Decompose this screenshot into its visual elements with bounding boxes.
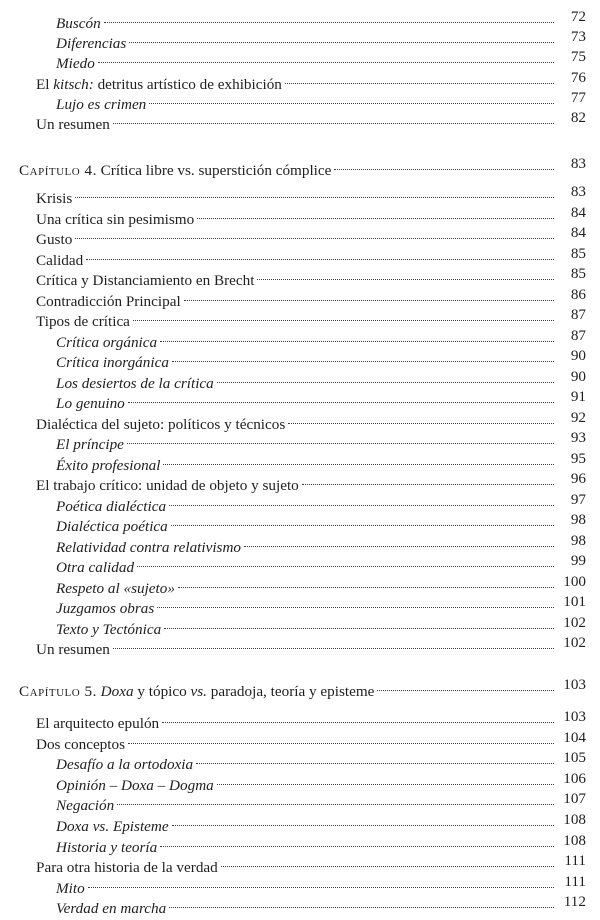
dot-leader <box>160 325 554 347</box>
toc-label-text: Un resumen <box>36 641 110 658</box>
dot-leader <box>160 830 554 852</box>
toc-page-number: 111 <box>564 872 586 890</box>
toc-row <box>0 6 600 32</box>
toc-page-number: 75 <box>570 48 586 66</box>
dot-leader <box>164 612 554 634</box>
toc-entry <box>56 768 558 794</box>
toc-entry <box>56 530 558 556</box>
toc-entry <box>56 448 558 474</box>
dot-leader <box>137 550 554 572</box>
dot-leader <box>98 46 554 68</box>
toc-label-text: Desafío a la ortodoxia <box>56 756 194 774</box>
toc-page-number: 82 <box>570 109 586 126</box>
toc-label-text: Calidad <box>36 251 84 269</box>
dot-leader <box>221 850 554 872</box>
toc-row <box>0 706 600 732</box>
toc-label-text: Negación <box>56 797 115 815</box>
toc-label-part: vs. <box>190 683 207 700</box>
dot-leader <box>162 706 554 728</box>
dot-leader <box>157 591 554 613</box>
toc-page-number: 84 <box>570 203 586 221</box>
toc-label-part: detritus artístico de exhibición <box>93 75 282 93</box>
toc-label-text: Éxito profesional <box>56 456 161 474</box>
toc-label-text: Dialéctica del sujeto: políticos y técnicos <box>36 415 286 433</box>
toc-label-text: Tipos de crítica <box>36 313 130 330</box>
toc-page-number: 85 <box>570 244 586 262</box>
toc-entry <box>36 243 558 269</box>
toc-page-number: 97 <box>570 490 586 508</box>
dot-leader <box>184 284 554 306</box>
toc-row <box>0 107 600 133</box>
toc-row <box>0 304 600 330</box>
dot-leader <box>129 26 554 48</box>
toc-label-text: Dialéctica poética <box>56 518 168 535</box>
toc-row <box>0 448 600 474</box>
chapter-number: Capítulo 4. <box>19 162 97 179</box>
toc-row <box>0 788 600 815</box>
toc-entry-label <box>19 681 374 703</box>
toc-page-number: 85 <box>570 265 586 282</box>
toc-page-number: 90 <box>570 367 586 385</box>
dot-leader <box>178 571 554 593</box>
toc-page-number: 100 <box>563 572 586 590</box>
toc-page-number: 108 <box>563 811 586 828</box>
toc-label-text: Dos conceptos <box>36 735 125 753</box>
toc-row <box>0 727 600 753</box>
toc-page-number: 102 <box>563 634 586 651</box>
dot-leader <box>86 243 554 265</box>
toc-entry <box>56 788 558 815</box>
toc-entry <box>56 871 558 897</box>
toc-label-part: El <box>36 75 54 93</box>
dot-leader <box>217 366 554 388</box>
toc-row <box>0 591 600 617</box>
toc-row <box>0 891 600 918</box>
dot-leader <box>196 747 554 769</box>
toc-label-text: Diferencias <box>56 35 127 53</box>
toc-row <box>0 87 600 113</box>
toc-row <box>0 850 600 877</box>
dot-leader <box>113 632 554 654</box>
toc-page-number: 105 <box>563 749 586 767</box>
toc-row <box>0 509 600 535</box>
toc-row <box>0 243 600 269</box>
toc-page-number: 83 <box>570 183 586 200</box>
dot-leader <box>302 468 554 490</box>
toc-entry <box>56 747 558 774</box>
toc-page-number: 92 <box>570 408 586 426</box>
toc-row <box>0 830 600 856</box>
toc-page-number: 104 <box>563 728 586 746</box>
toc-page-number: 77 <box>570 88 586 106</box>
toc-row <box>0 345 600 371</box>
dot-leader <box>172 345 554 367</box>
toc-page-number: 102 <box>563 613 586 631</box>
toc-chapter-row <box>0 153 600 179</box>
toc-row <box>0 366 600 392</box>
toc-page-number: 98 <box>570 531 586 549</box>
toc-page-number: 95 <box>570 449 586 467</box>
toc-entry <box>36 222 558 248</box>
toc-page-number: 72 <box>570 8 586 25</box>
toc-page-number: 93 <box>570 429 586 446</box>
toc-label-text: Buscón <box>56 15 101 32</box>
toc-entry-label <box>19 160 331 182</box>
toc-label-part: kitsch: <box>53 75 94 93</box>
toc-page-number: 103 <box>563 676 586 693</box>
toc-entry <box>56 386 558 412</box>
toc-page-number: 98 <box>570 511 586 528</box>
toc-row <box>0 871 600 897</box>
toc-entry <box>36 468 558 494</box>
toc-row <box>0 67 600 93</box>
toc-label-part: paradoja, teoría y episteme <box>206 683 375 700</box>
dot-leader <box>169 891 554 913</box>
toc-entry <box>36 727 558 753</box>
dot-leader <box>285 67 554 89</box>
toc-row <box>0 181 600 207</box>
toc-row <box>0 571 600 597</box>
toc-row <box>0 768 600 794</box>
toc-page-number: 112 <box>563 893 586 911</box>
toc-page-number: 86 <box>570 285 586 303</box>
toc-page-number: 111 <box>564 852 586 870</box>
toc-page-number: 90 <box>570 347 586 364</box>
toc-row <box>0 612 600 638</box>
toc-label-text: Lujo es crimen <box>56 95 147 113</box>
dot-leader <box>133 304 554 326</box>
toc-row <box>0 489 600 515</box>
toc-entry <box>36 706 558 732</box>
dot-leader <box>104 6 554 28</box>
toc-label-text: El príncipe <box>56 436 124 453</box>
toc-chapter-row <box>0 674 600 700</box>
dot-leader <box>75 222 554 244</box>
toc-entry <box>56 6 558 32</box>
toc-label-text: Relatividad contra relativismo <box>56 538 242 556</box>
toc-entry <box>56 509 558 535</box>
toc-label-text: Krisis <box>36 190 73 207</box>
toc-label-text: Crítica y Distanciamiento en Brecht <box>36 272 255 289</box>
toc-page-number: 91 <box>570 388 586 405</box>
toc-entry <box>56 891 558 918</box>
toc-entry <box>36 107 558 133</box>
toc-label-text: El trabajo crítico: unidad de objeto y sujeto <box>36 477 299 494</box>
dot-leader <box>257 263 554 285</box>
dot-leader <box>113 107 554 129</box>
toc-row <box>0 407 600 433</box>
toc-label-text: Para otra historia de la verdad <box>36 859 218 877</box>
dot-leader <box>75 181 554 203</box>
toc-label-text: El arquitecto epulón <box>36 715 160 732</box>
toc-row <box>0 26 600 53</box>
toc-entry <box>56 830 558 856</box>
dot-leader <box>128 386 554 408</box>
toc-entry <box>36 407 558 433</box>
toc-label-text: Verdad en marcha <box>56 900 167 918</box>
toc-row <box>0 386 600 412</box>
dot-leader <box>88 871 554 893</box>
toc-label-text: Crítica libre vs. superstición cómplice <box>100 162 332 179</box>
toc-entry <box>36 202 558 228</box>
dot-leader <box>244 530 554 552</box>
toc-entry <box>56 591 558 617</box>
toc-page-number: 106 <box>563 769 586 787</box>
toc-label-text: Mito <box>56 879 85 897</box>
toc-label-text: Respeto al «sujeto» <box>56 579 175 597</box>
dot-leader <box>163 448 554 470</box>
toc-entry <box>56 345 558 371</box>
toc-entry-label <box>36 639 110 661</box>
toc-entry <box>56 366 558 392</box>
toc-entry <box>36 304 558 330</box>
dot-leader <box>197 202 554 224</box>
toc-row <box>0 222 600 248</box>
toc-page-number: 76 <box>570 68 586 86</box>
toc-page-number: 99 <box>570 552 586 569</box>
toc-entry <box>36 284 558 310</box>
toc-label-text: Historia y teoría <box>56 838 158 856</box>
toc-page-number: 103 <box>563 708 586 725</box>
toc-row <box>0 263 600 289</box>
toc-label-text: Miedo <box>56 55 95 73</box>
toc-row <box>0 632 600 658</box>
toc-row <box>0 202 600 228</box>
toc-page-number: 108 <box>563 831 586 849</box>
toc-label-text: Opinión – Doxa – Dogma <box>56 776 214 794</box>
toc-label-text: Un resumen <box>36 116 110 133</box>
toc-entry <box>56 325 558 351</box>
toc-label-text: Los desiertos de la crítica <box>56 374 214 392</box>
toc-row <box>0 550 600 576</box>
dot-leader <box>217 768 554 790</box>
toc-entry <box>56 612 558 638</box>
toc-row <box>0 809 600 835</box>
toc-entry <box>56 87 558 113</box>
toc-page-number: 96 <box>570 470 586 487</box>
toc-row <box>0 46 600 73</box>
toc-label-text: Gusto <box>36 231 73 248</box>
dot-leader <box>172 809 554 831</box>
toc-entry-label <box>36 114 110 136</box>
toc-entry <box>19 153 558 179</box>
toc-label-text: Doxa vs. Episteme <box>56 818 169 835</box>
toc-label-text: Poética dialéctica <box>56 497 167 515</box>
toc-page-number: 84 <box>570 224 586 241</box>
toc-page-number: 87 <box>570 306 586 323</box>
toc-page-number: 83 <box>570 155 586 172</box>
toc-entry <box>56 489 558 515</box>
dot-leader <box>128 727 554 749</box>
toc-label-part: y tópico <box>133 683 191 700</box>
dot-leader <box>149 87 554 109</box>
toc-row <box>0 427 600 453</box>
toc-label-text: Una crítica sin pesimismo <box>36 210 195 228</box>
toc-label-text: Crítica orgánica <box>56 333 158 351</box>
toc-page-number: 107 <box>563 790 586 808</box>
toc-label-text: Otra calidad <box>56 559 135 576</box>
toc-label-text: Crítica inorgánica <box>56 354 169 371</box>
toc-row <box>0 747 600 774</box>
dot-leader <box>127 427 554 449</box>
toc-page-number: 87 <box>570 326 586 344</box>
dot-leader <box>377 674 554 696</box>
toc-page-number: 101 <box>563 593 586 610</box>
toc-row <box>0 530 600 556</box>
toc-entry <box>56 46 558 73</box>
toc-entry <box>36 850 558 877</box>
toc-label-text: Contradicción Principal <box>36 292 181 310</box>
toc-label-part: Doxa <box>100 683 134 700</box>
toc-row <box>0 325 600 351</box>
toc-entry <box>19 674 558 700</box>
toc-label-text: Juzgamos obras <box>56 600 155 617</box>
toc-entry <box>56 427 558 453</box>
toc-row <box>0 284 600 310</box>
toc-entry <box>36 67 558 93</box>
toc-page-number: 73 <box>570 28 586 46</box>
toc-entry <box>56 26 558 53</box>
toc-label-text: Lo genuino <box>56 395 125 412</box>
toc-entry <box>36 263 558 289</box>
dot-leader <box>169 489 554 511</box>
dot-leader <box>288 407 554 429</box>
dot-leader <box>334 153 554 175</box>
toc-entry <box>56 571 558 597</box>
toc-entry <box>56 809 558 835</box>
toc-label-text: Texto y Tectónica <box>56 620 162 638</box>
toc-entry <box>36 632 558 658</box>
dot-leader <box>171 509 554 531</box>
toc-row <box>0 468 600 494</box>
toc-entry <box>36 181 558 207</box>
toc-entry <box>56 550 558 576</box>
chapter-number: Capítulo 5. <box>19 683 97 700</box>
dot-leader <box>117 788 554 810</box>
